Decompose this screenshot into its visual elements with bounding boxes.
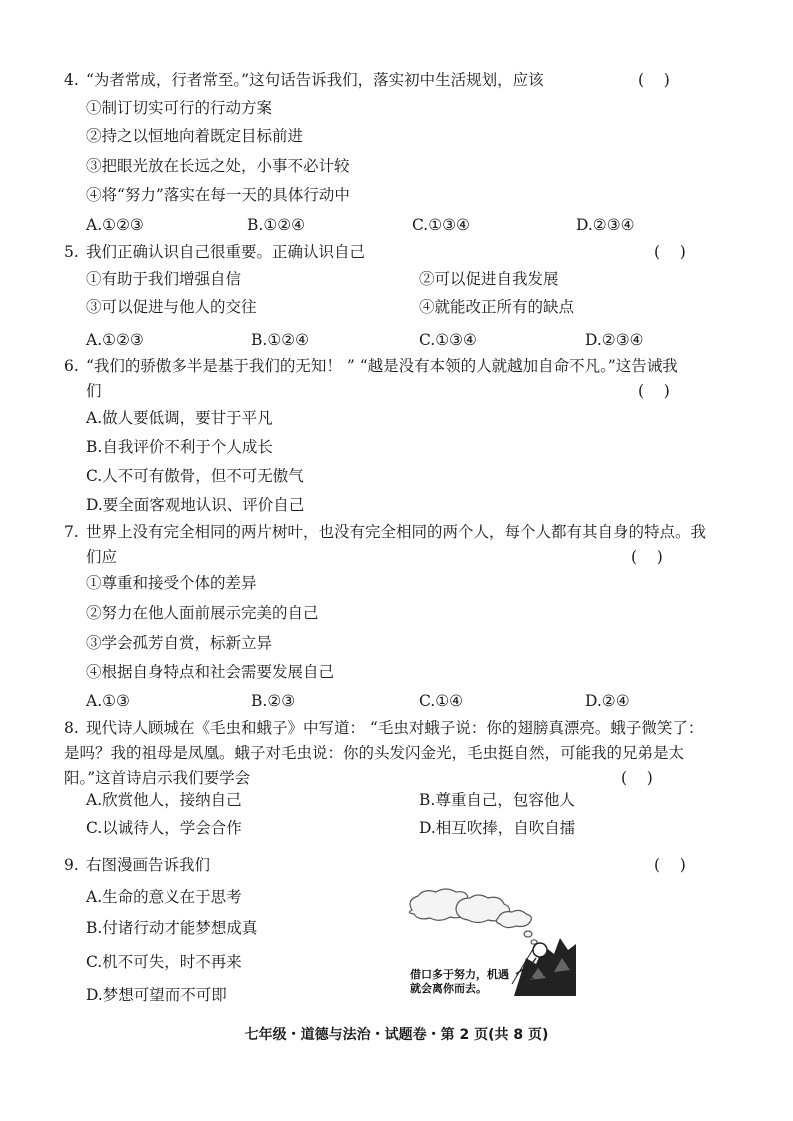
q5-option-d: D.②③④ bbox=[585, 331, 644, 349]
q9-option-d: D.梦想可望而不可即 bbox=[86, 986, 227, 1004]
q4-stem: “为者常成，行者常至。”这句话告诉我们，落实初中生活规划，应该 bbox=[86, 71, 544, 89]
q4-number: 4. bbox=[64, 71, 79, 89]
q4-option-b: B.①②④ bbox=[247, 216, 306, 234]
q7-option-b: B.②③ bbox=[251, 692, 296, 710]
q6-option-a: A.做人要低调，要甘于平凡 bbox=[86, 409, 273, 427]
q4-item-3: ③把眼光放在长远之处，小事不必计较 bbox=[86, 157, 350, 175]
q7-option-a: A.①③ bbox=[86, 692, 130, 710]
q7-option-d: D.②④ bbox=[585, 692, 630, 710]
q7-item-4: ④根据自身特点和社会需要发展自己 bbox=[86, 663, 335, 681]
q7-stem-line-2: 们应 bbox=[86, 548, 118, 566]
q8-stem-line-2: 是吗？我的祖母是凤凰。蛾子对毛虫说：你的头发闪金光，毛虫挺自然，可能我的兄弟是太 bbox=[64, 744, 685, 762]
q5-option-c: C.①③④ bbox=[419, 331, 477, 349]
page-footer: 七年级・道德与法治・试题卷・第 2 页(共 8 页) bbox=[244, 1027, 549, 1043]
q5-item-1: ①有助于我们增强自信 bbox=[86, 270, 242, 288]
q6-option-d: D.要全面客观地认识、评价自己 bbox=[86, 496, 305, 514]
comic-caption-line-2: 就会离你而去。 bbox=[410, 982, 487, 995]
q5-stem: 我们正确认识自己很重要。正确认识自己 bbox=[86, 243, 366, 261]
q4-item-4: ④将“努力”落实在每一天的具体行动中 bbox=[86, 186, 350, 204]
q8-stem-line-1: 现代诗人顾城在《毛虫和蛾子》中写道： “毛虫对蛾子说：你的翅膀真漂亮。蛾子微笑了： bbox=[86, 719, 704, 737]
q9-option-c: C.机不可失，时不再来 bbox=[86, 953, 242, 971]
q4-item-1: ①制订切实可行的行动方案 bbox=[86, 99, 273, 117]
q8-option-b: B.尊重自己，包容他人 bbox=[419, 791, 575, 809]
q9-stem: 右图漫画告诉我们 bbox=[86, 856, 211, 874]
q7-option-c: C.①④ bbox=[419, 692, 464, 710]
q8-number: 8. bbox=[64, 719, 79, 737]
q6-option-b: B.自我评价不利于个人成长 bbox=[86, 438, 273, 456]
q8-stem-line-3: 阳。”这首诗启示我们要学会 bbox=[64, 769, 251, 787]
q4-item-2: ②持之以恒地向着既定目标前进 bbox=[86, 127, 304, 145]
q4-option-c: C.①③④ bbox=[412, 216, 470, 234]
q9-answer-paren: ( ) bbox=[654, 856, 686, 874]
q9-option-b: B.付诸行动才能梦想成真 bbox=[86, 919, 258, 937]
q5-number: 5. bbox=[64, 243, 79, 261]
q4-answer-paren: ( ) bbox=[638, 71, 670, 89]
q5-item-4: ④就能改正所有的缺点 bbox=[419, 298, 575, 316]
q6-answer-paren: ( ) bbox=[638, 382, 670, 400]
thought-cloud-icon bbox=[409, 889, 537, 944]
q8-option-a: A.欣赏他人，接纳自己 bbox=[86, 791, 242, 809]
comic-caption-line-1: 借口多于努力，机遇 bbox=[410, 968, 509, 981]
q9-number: 9. bbox=[64, 856, 79, 874]
q7-item-1: ①尊重和接受个体的差异 bbox=[86, 574, 257, 592]
q7-answer-paren: ( ) bbox=[631, 548, 663, 566]
q7-stem-line-1: 世界上没有完全相同的两片树叶，也没有完全相同的两个人，每个人都有其自身的特点。我 bbox=[86, 523, 707, 541]
q7-number: 7. bbox=[64, 523, 79, 541]
q6-option-c: C.人不可有傲骨，但不可无傲气 bbox=[86, 467, 304, 485]
q4-option-a: A.①②③ bbox=[86, 216, 144, 234]
q5-answer-paren: ( ) bbox=[654, 243, 686, 261]
q5-option-a: A.①②③ bbox=[86, 331, 144, 349]
q7-item-2: ②努力在他人面前展示完美的自己 bbox=[86, 604, 319, 622]
q5-item-3: ③可以促进与他人的交往 bbox=[86, 298, 257, 316]
q6-stem-line-2: 们 bbox=[86, 382, 102, 400]
q6-number: 6. bbox=[64, 357, 79, 375]
q8-option-d: D.相互吹捧，自吹自擂 bbox=[419, 819, 576, 837]
q4-option-d: D.②③④ bbox=[576, 216, 635, 234]
q5-item-2: ②可以促进自我发展 bbox=[419, 270, 559, 288]
q8-answer-paren: ( ) bbox=[621, 769, 653, 787]
q8-option-c: C.以诚待人，学会合作 bbox=[86, 819, 242, 837]
q6-stem-line-1: “我们的骄傲多半是基于我们的无知！ ” “越是没有本领的人就越加自命不凡。”这告诫我 bbox=[86, 357, 678, 375]
q9-option-a: A.生命的意义在于思考 bbox=[86, 888, 242, 906]
q7-item-3: ③学会孤芳自赏，标新立异 bbox=[86, 634, 273, 652]
q9-comic-image bbox=[404, 888, 576, 996]
q5-option-b: B.①②④ bbox=[251, 331, 310, 349]
